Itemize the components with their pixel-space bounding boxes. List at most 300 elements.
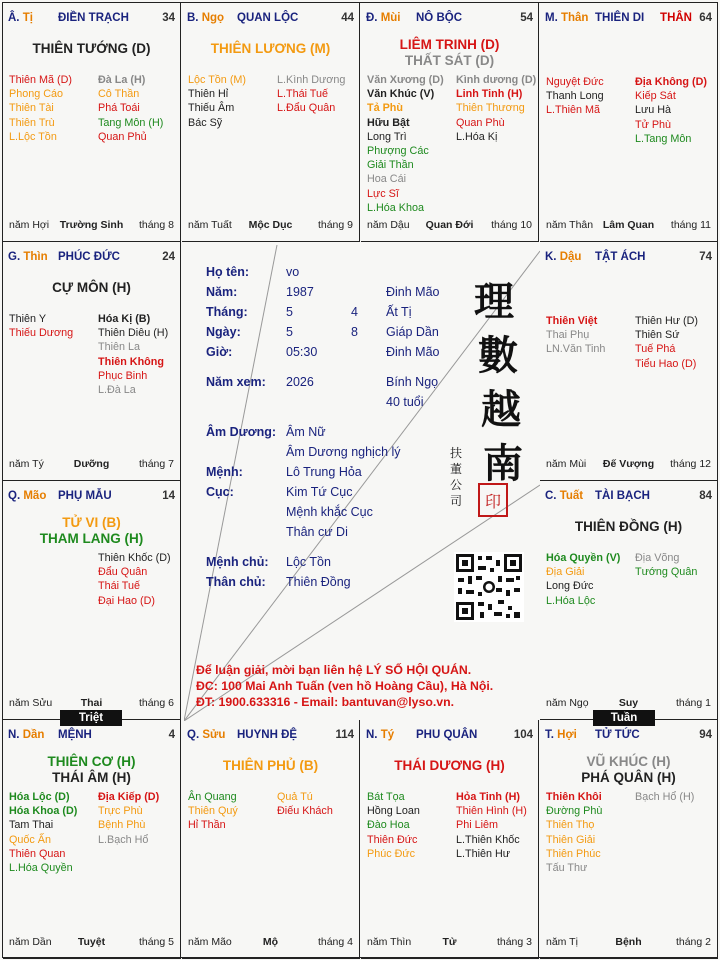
- value-menh-chu: Lộc Tồn: [286, 555, 331, 569]
- horoscope-chart: [2, 2, 718, 958]
- minor-star: Cô Thần: [98, 88, 140, 101]
- value-thang-can: Ất Tị: [386, 305, 412, 319]
- palace-life-stage: Bệnh: [615, 936, 642, 948]
- palace-ty: [361, 720, 539, 959]
- palace-name: PHU QUÂN: [416, 729, 478, 741]
- minor-star: L.Hóa Quyền: [9, 862, 73, 875]
- minor-star: Thanh Long: [546, 90, 604, 103]
- palace-stem: Â.: [8, 12, 20, 24]
- main-star: THẤT SÁT (D): [404, 53, 495, 68]
- minor-star: Phượng Các: [367, 145, 429, 158]
- minor-star: L.Thiên Hư: [456, 847, 511, 860]
- minor-stars-right: [98, 312, 181, 397]
- minor-star: Hóa Kị (B): [98, 313, 151, 325]
- label-nam-xem: Năm xem:: [206, 375, 266, 389]
- minor-star: Phục Binh: [98, 369, 148, 382]
- palace-position: [366, 12, 401, 24]
- minor-star: Tang Môn (H): [98, 116, 164, 129]
- palace-month: tháng 5: [138, 936, 174, 948]
- minor-star: Hỏa Tinh (H): [456, 791, 520, 803]
- minor-star: Tấu Thư: [546, 862, 588, 875]
- minor-star: Tam Thai: [9, 819, 54, 832]
- label-ho-ten: Họ tên:: [206, 265, 250, 279]
- value-thang: 5: [286, 305, 293, 319]
- label-gio: Giờ:: [206, 345, 233, 359]
- palace-mui: [361, 3, 539, 242]
- main-star: THÁI ÂM (H): [52, 770, 131, 785]
- palace-year: năm Tý: [9, 458, 44, 470]
- palace-branch: Ngọ: [201, 12, 225, 24]
- palace-year: năm Thìn: [367, 936, 412, 948]
- minor-star: Quan Phủ: [98, 130, 147, 143]
- minor-star: Phúc Đức: [367, 847, 416, 860]
- palace-decade-number: 74: [699, 251, 712, 263]
- minor-star: Quả Tú: [277, 791, 313, 803]
- palace-year: năm Ngọ: [546, 697, 589, 709]
- minor-star: Lộc Tồn (M): [188, 74, 247, 86]
- palace-branch: Thân: [560, 12, 589, 24]
- minor-star: Ân Quang: [188, 791, 237, 803]
- minor-star: Đà La (H): [98, 74, 146, 86]
- minor-star: Thiên Thương: [456, 102, 525, 115]
- minor-star: Địa Kiếp (D): [98, 791, 160, 803]
- value-nam-can: Đinh Mão: [386, 285, 440, 299]
- palace-stem: N.: [8, 729, 20, 741]
- minor-star: Giải Thần: [367, 159, 414, 172]
- minor-star: Tiểu Hao (D): [635, 357, 697, 370]
- minor-star: Quốc Ấn: [9, 833, 52, 846]
- value-cuc: Kim Tứ Cục: [286, 485, 353, 499]
- minor-star: Văn Xương (D): [367, 74, 444, 86]
- value-nam: 1987: [286, 285, 314, 299]
- minor-star: Đào Hoa: [367, 819, 410, 832]
- minor-stars-left: [188, 790, 274, 833]
- minor-stars-left: [9, 312, 95, 340]
- minor-star: L.Lộc Tồn: [9, 130, 57, 143]
- palace-header: [8, 729, 175, 743]
- minor-stars-right: [98, 790, 181, 847]
- main-star: THAM LANG (H): [39, 531, 144, 546]
- palace-branch: Hợi: [557, 729, 577, 741]
- palace-decade-number: 4: [168, 729, 175, 741]
- palace-footer: [188, 936, 353, 949]
- palace-branch: Thìn: [23, 251, 48, 263]
- palace-footer: [9, 458, 174, 471]
- value-ngay: 5: [286, 325, 293, 339]
- minor-stars-left: [546, 75, 632, 118]
- minor-star: Thiên Hỉ: [188, 88, 229, 101]
- palace-header: [545, 12, 712, 26]
- palace-branch: Mùi: [380, 12, 401, 24]
- palace-life-stage: Lâm Quan: [602, 219, 655, 231]
- palace-position: [8, 251, 48, 263]
- value-am-duong-2: Âm Dương nghịch lý: [286, 445, 401, 459]
- palace-header: [545, 490, 712, 504]
- palace-name: NÔ BỘC: [416, 12, 462, 24]
- palace-name: TẬT ÁCH: [595, 251, 646, 263]
- palace-year: năm Sửu: [9, 697, 53, 709]
- minor-stars-right: [277, 73, 360, 116]
- palace-life-stage: Dưỡng: [73, 458, 110, 470]
- qr-code[interactable]: [454, 552, 524, 622]
- palace-ngo: [182, 3, 360, 242]
- minor-star: L.Kình Dương: [277, 74, 346, 86]
- palace-decade-number: 104: [513, 729, 533, 741]
- palace-stem: M.: [545, 12, 558, 24]
- minor-star: Thiên Trù: [9, 116, 55, 129]
- minor-stars-left: [546, 790, 632, 875]
- vertical-seal-text: 扶董公司: [450, 446, 463, 508]
- palace-footer: [546, 458, 711, 471]
- palace-month: tháng 6: [138, 697, 174, 709]
- minor-star: Kiếp Sát: [635, 90, 676, 103]
- minor-star: L.Thiên Khốc: [456, 833, 520, 846]
- calligraphy-char: 越: [481, 386, 521, 433]
- palace-footer: [367, 219, 532, 232]
- minor-star: Long Trì: [367, 130, 407, 143]
- minor-star: Phong Cáo: [9, 88, 64, 101]
- contact-line-3: ĐT: 1900.633316 - Email: bantuvan@lyso.vn.: [196, 695, 455, 709]
- minor-star: Phi Liêm: [456, 819, 499, 832]
- palace-header: [366, 729, 533, 743]
- value-ngay-can: Giáp Dần: [386, 325, 439, 339]
- palace-stem: Đ.: [366, 12, 378, 24]
- palace-suu: [182, 720, 360, 959]
- main-star: THIÊN PHỦ (B): [222, 758, 319, 773]
- main-star: LIÊM TRINH (D): [399, 37, 500, 52]
- minor-star: Thiên Khôi: [546, 791, 602, 803]
- minor-star: Hoa Cái: [367, 173, 407, 186]
- palace-footer: [546, 936, 711, 949]
- palace-position: [187, 12, 224, 24]
- contact-line-1: Để luận giải, mời bạn liên hệ LÝ SỐ HỘI QUÁN.: [196, 663, 472, 677]
- palace-year: năm Thân: [546, 219, 594, 231]
- minor-star: Thiên Hình (H): [456, 805, 527, 818]
- palace-month: tháng 4: [317, 936, 353, 948]
- palace-position: [366, 729, 394, 741]
- palace-dan: [3, 720, 181, 959]
- minor-star: Linh Tinh (H): [456, 88, 523, 101]
- palace-header: [8, 490, 175, 504]
- palace-month: tháng 12: [670, 458, 711, 470]
- palace-position: [545, 12, 588, 24]
- minor-star: Thai Phụ: [546, 329, 590, 342]
- minor-star: L.Thái Tuế: [277, 88, 329, 101]
- main-star: THÁI DƯƠNG (H): [394, 758, 505, 773]
- palace-position: [187, 729, 225, 741]
- palace-name: THIÊN DI: [595, 12, 645, 24]
- palace-branch: Dậu: [559, 251, 582, 263]
- palace-decade-number: 84: [699, 490, 712, 502]
- palace-stem: N.: [366, 729, 378, 741]
- palace-decade-number: 24: [162, 251, 175, 263]
- palace-name: QUAN LỘC: [237, 12, 299, 24]
- minor-stars-left: [546, 551, 632, 608]
- minor-star: Thiên Tài: [9, 102, 54, 115]
- minor-star: Thiên Phúc: [546, 847, 601, 860]
- minor-star: Long Đức: [546, 580, 594, 593]
- palace-decade-number: 114: [335, 729, 354, 741]
- label-cuc: Cục:: [206, 485, 234, 499]
- palace-year: năm Dậu: [367, 219, 410, 231]
- minor-stars-left: [188, 73, 274, 130]
- value-nam-xem-can: Bính Ngọ: [386, 375, 439, 389]
- palace-stem: T.: [545, 729, 554, 741]
- palace-decade-number: 14: [162, 490, 175, 502]
- minor-stars-right: [635, 75, 718, 146]
- minor-star: Thiên Y: [9, 313, 47, 325]
- minor-stars-right: [456, 790, 539, 861]
- minor-star: L.Hóa Kị: [456, 130, 498, 143]
- palace-name: PHỤ MẪU: [58, 490, 112, 502]
- palace-month: tháng 9: [317, 219, 353, 231]
- minor-star: Đại Hao (D): [98, 594, 155, 607]
- palace-header: [187, 12, 354, 26]
- value-cuc-2: Mệnh khắc Cục: [286, 505, 373, 519]
- minor-stars-right: [635, 790, 718, 804]
- minor-star: Thiếu Âm: [188, 102, 235, 115]
- palace-footer: [9, 697, 174, 710]
- calligraphy-char: 數: [478, 332, 518, 379]
- palace-branch: Tuất: [559, 490, 584, 502]
- minor-star: Thiên La: [98, 341, 141, 354]
- minor-star: Tướng Quân: [635, 566, 698, 579]
- triet-tag: Triệt: [60, 710, 122, 726]
- palace-tuat: [540, 481, 718, 720]
- palace-branch: Tý: [380, 729, 395, 741]
- palace-position: [545, 729, 577, 741]
- minor-stars-right: [456, 73, 539, 144]
- tuan-tag: Tuần: [593, 710, 655, 726]
- minor-star: Thiên Khốc (D): [98, 552, 171, 564]
- calligraphy-logo: [464, 275, 524, 491]
- palace-name: TỬ TỨC: [595, 729, 640, 741]
- palace-life-stage: Tử: [442, 936, 457, 948]
- minor-star: Quan Phù: [456, 116, 505, 129]
- minor-star: Hóa Khoa (D): [9, 805, 78, 818]
- minor-star: Địa Giải: [546, 566, 585, 579]
- label-menh: Mệnh:: [206, 465, 243, 479]
- value-menh: Lô Trung Hỏa: [286, 465, 362, 479]
- minor-star: Lực Sĩ: [367, 187, 399, 200]
- palace-life-stage: Suy: [618, 697, 639, 709]
- minor-star: Thiên Không: [98, 355, 164, 368]
- palace-footer: [9, 936, 174, 949]
- minor-stars-left: [9, 790, 95, 875]
- minor-star: Thiên Quý: [188, 805, 238, 818]
- minor-stars-right: [635, 551, 718, 579]
- minor-star: Hóa Lộc (D): [9, 791, 70, 803]
- value-ho-ten: vo: [286, 265, 300, 279]
- minor-star: Phá Toái: [98, 102, 140, 115]
- palace-life-stage: Quan Đới: [425, 219, 474, 231]
- palace-stem: C.: [545, 490, 557, 502]
- minor-star: L.Đà La: [98, 384, 136, 397]
- contact-line-2: ĐC: 100 Mai Anh Tuấn (ven hồ Hoàng Cầu), Hà Nội.: [196, 679, 494, 693]
- palace-hoi: [540, 720, 718, 959]
- minor-stars-left: [367, 790, 453, 861]
- minor-star: Thiên Diêu (H): [98, 327, 169, 340]
- minor-star: Thiên Việt: [546, 315, 598, 327]
- palace-life-stage: Trường Sinh: [59, 219, 124, 231]
- minor-star: Nguyệt Đức: [546, 76, 604, 88]
- minor-star: Đường Phù: [546, 805, 603, 818]
- minor-star: Trực Phù: [98, 805, 143, 818]
- label-thang: Tháng:: [206, 305, 248, 319]
- value-am-duong: Âm Nữ: [286, 425, 326, 439]
- palace-month: tháng 3: [496, 936, 532, 948]
- than-marker: THÂN: [660, 12, 692, 24]
- minor-star: Tả Phù: [367, 102, 403, 115]
- minor-stars-right: [98, 73, 181, 144]
- minor-star: LN.Văn Tinh: [546, 343, 606, 356]
- palace-life-stage: Đế Vượng: [602, 458, 655, 470]
- palace-month: tháng 2: [675, 936, 711, 948]
- minor-star: Địa Võng: [635, 552, 680, 564]
- palace-month: tháng 1: [675, 697, 711, 709]
- minor-star: Bác Sỹ: [188, 116, 223, 129]
- palace-decade-number: 94: [699, 729, 712, 741]
- label-nam: Năm:: [206, 285, 238, 299]
- minor-stars-right: [98, 551, 181, 608]
- label-menh-chu: Mệnh chủ:: [206, 555, 269, 569]
- palace-footer: [367, 936, 532, 949]
- main-star: THIÊN CƠ (H): [47, 754, 136, 769]
- minor-star: Thiên Hư (D): [635, 315, 699, 327]
- palace-branch: Tị: [22, 12, 33, 24]
- main-star: THIÊN LƯƠNG (M): [210, 41, 331, 56]
- minor-star: Thiên Quan: [9, 847, 66, 860]
- palace-name: ĐIỀN TRẠCH: [58, 12, 129, 24]
- palace-decade-number: 54: [520, 12, 533, 24]
- minor-star: L.Thiên Mã: [546, 104, 601, 117]
- center-info-panel: [184, 245, 540, 721]
- calligraphy-char: 南: [483, 440, 523, 487]
- minor-star: Tuế Phá: [635, 343, 676, 356]
- main-star: PHÁ QUÂN (H): [581, 770, 676, 785]
- minor-stars-right: [635, 314, 718, 371]
- palace-branch: Mão: [23, 490, 47, 502]
- minor-star: Tử Phù: [635, 118, 672, 131]
- palace-life-stage: Mộc Dục: [248, 219, 293, 231]
- palace-stem: Q.: [8, 490, 21, 502]
- minor-stars-left: [546, 314, 632, 357]
- palace-position: [8, 490, 46, 502]
- palace-month: tháng 11: [670, 219, 711, 231]
- palace-life-stage: Thai: [80, 697, 103, 709]
- palace-year: năm Mùi: [546, 458, 587, 470]
- palace-thin: [3, 242, 181, 481]
- palace-header: [8, 251, 175, 265]
- minor-star: Hữu Bật: [367, 116, 410, 129]
- value-than-chu: Thiên Đồng: [286, 575, 351, 589]
- value-tuoi: 40 tuổi: [386, 395, 424, 409]
- palace-decade-number: 34: [162, 12, 175, 24]
- palace-than: [540, 3, 718, 242]
- palace-mao: [3, 481, 181, 720]
- minor-star: L.Hóa Lộc: [546, 594, 596, 607]
- palace-header: [545, 729, 712, 743]
- minor-star: Kình dương (D): [456, 74, 537, 86]
- minor-stars-left: [9, 73, 95, 144]
- minor-star: Hồng Loan: [367, 805, 420, 818]
- palace-life-stage: Tuyệt: [77, 936, 106, 948]
- palace-year: năm Hợi: [9, 219, 50, 231]
- minor-star: L.Hóa Khoa: [367, 201, 425, 214]
- main-star: THIÊN TƯỚNG (D): [32, 41, 151, 56]
- palace-ti: [3, 3, 181, 242]
- palace-year: năm Tuất: [188, 219, 232, 231]
- palace-stem: G.: [8, 251, 21, 263]
- palace-name: TÀI BẠCH: [595, 490, 650, 502]
- palace-decade-number: 44: [341, 12, 354, 24]
- palace-month: tháng 7: [138, 458, 174, 470]
- minor-star: Hỉ Thần: [188, 819, 226, 832]
- palace-year: năm Tị: [546, 936, 578, 948]
- label-than-chu: Thân chủ:: [206, 575, 266, 589]
- minor-star: Bát Tọa: [367, 791, 405, 803]
- label-am-duong: Âm Dương:: [206, 425, 277, 439]
- value-cuc-3: Thân cư Di: [286, 525, 348, 539]
- palace-position: [545, 251, 581, 263]
- minor-star: Hóa Quyền (V): [546, 552, 621, 564]
- value-thang-al: 4: [351, 305, 358, 319]
- palace-dau: [540, 242, 718, 481]
- minor-star: Bệnh Phù: [98, 819, 146, 832]
- minor-star: Điếu Khách: [277, 805, 333, 818]
- palace-year: năm Dần: [9, 936, 52, 948]
- minor-star: Thiên Thọ: [546, 819, 595, 832]
- minor-star: L.Bạch Hổ: [98, 833, 149, 846]
- palace-header: [366, 12, 533, 26]
- palace-footer: [546, 697, 711, 710]
- main-star: THIÊN ĐỒNG (H): [574, 519, 683, 534]
- palace-name: PHÚC ĐỨC: [58, 251, 120, 263]
- palace-header: [545, 251, 712, 265]
- value-gio: 05:30: [286, 345, 318, 359]
- minor-stars-right: [277, 790, 360, 818]
- palace-header: [187, 729, 354, 743]
- palace-position: [8, 12, 33, 24]
- palace-footer: [9, 219, 174, 232]
- value-ngay-al: 8: [351, 325, 358, 339]
- main-star: VŨ KHÚC (H): [586, 754, 671, 769]
- palace-footer: [546, 219, 711, 232]
- minor-star: Bạch Hổ (H): [635, 791, 695, 803]
- minor-star: Thiên Đức: [367, 833, 418, 846]
- minor-star: L.Tang Môn: [635, 132, 692, 145]
- main-star: CỰ MÔN (H): [52, 280, 131, 295]
- minor-star: Lưu Hà: [635, 104, 672, 117]
- minor-stars-left: [367, 73, 453, 215]
- palace-header: [8, 12, 175, 26]
- value-nam-xem: 2026: [286, 375, 314, 389]
- calligraphy-char: 理: [474, 278, 514, 325]
- minor-star: Thiên Mã (D): [9, 74, 72, 86]
- palace-month: tháng 10: [491, 219, 532, 231]
- minor-star: Văn Khúc (V): [367, 88, 435, 101]
- palace-position: [545, 490, 583, 502]
- minor-star: Thiếu Dương: [9, 327, 74, 340]
- palace-life-stage: Mộ: [262, 936, 279, 948]
- palace-stem: B.: [187, 12, 199, 24]
- minor-star: Địa Không (D): [635, 76, 707, 88]
- main-star: TỬ VI (B): [62, 515, 121, 530]
- palace-position: [8, 729, 44, 741]
- palace-footer: [188, 219, 353, 232]
- palace-stem: K.: [545, 251, 557, 263]
- minor-star: Thiên Giải: [546, 833, 596, 846]
